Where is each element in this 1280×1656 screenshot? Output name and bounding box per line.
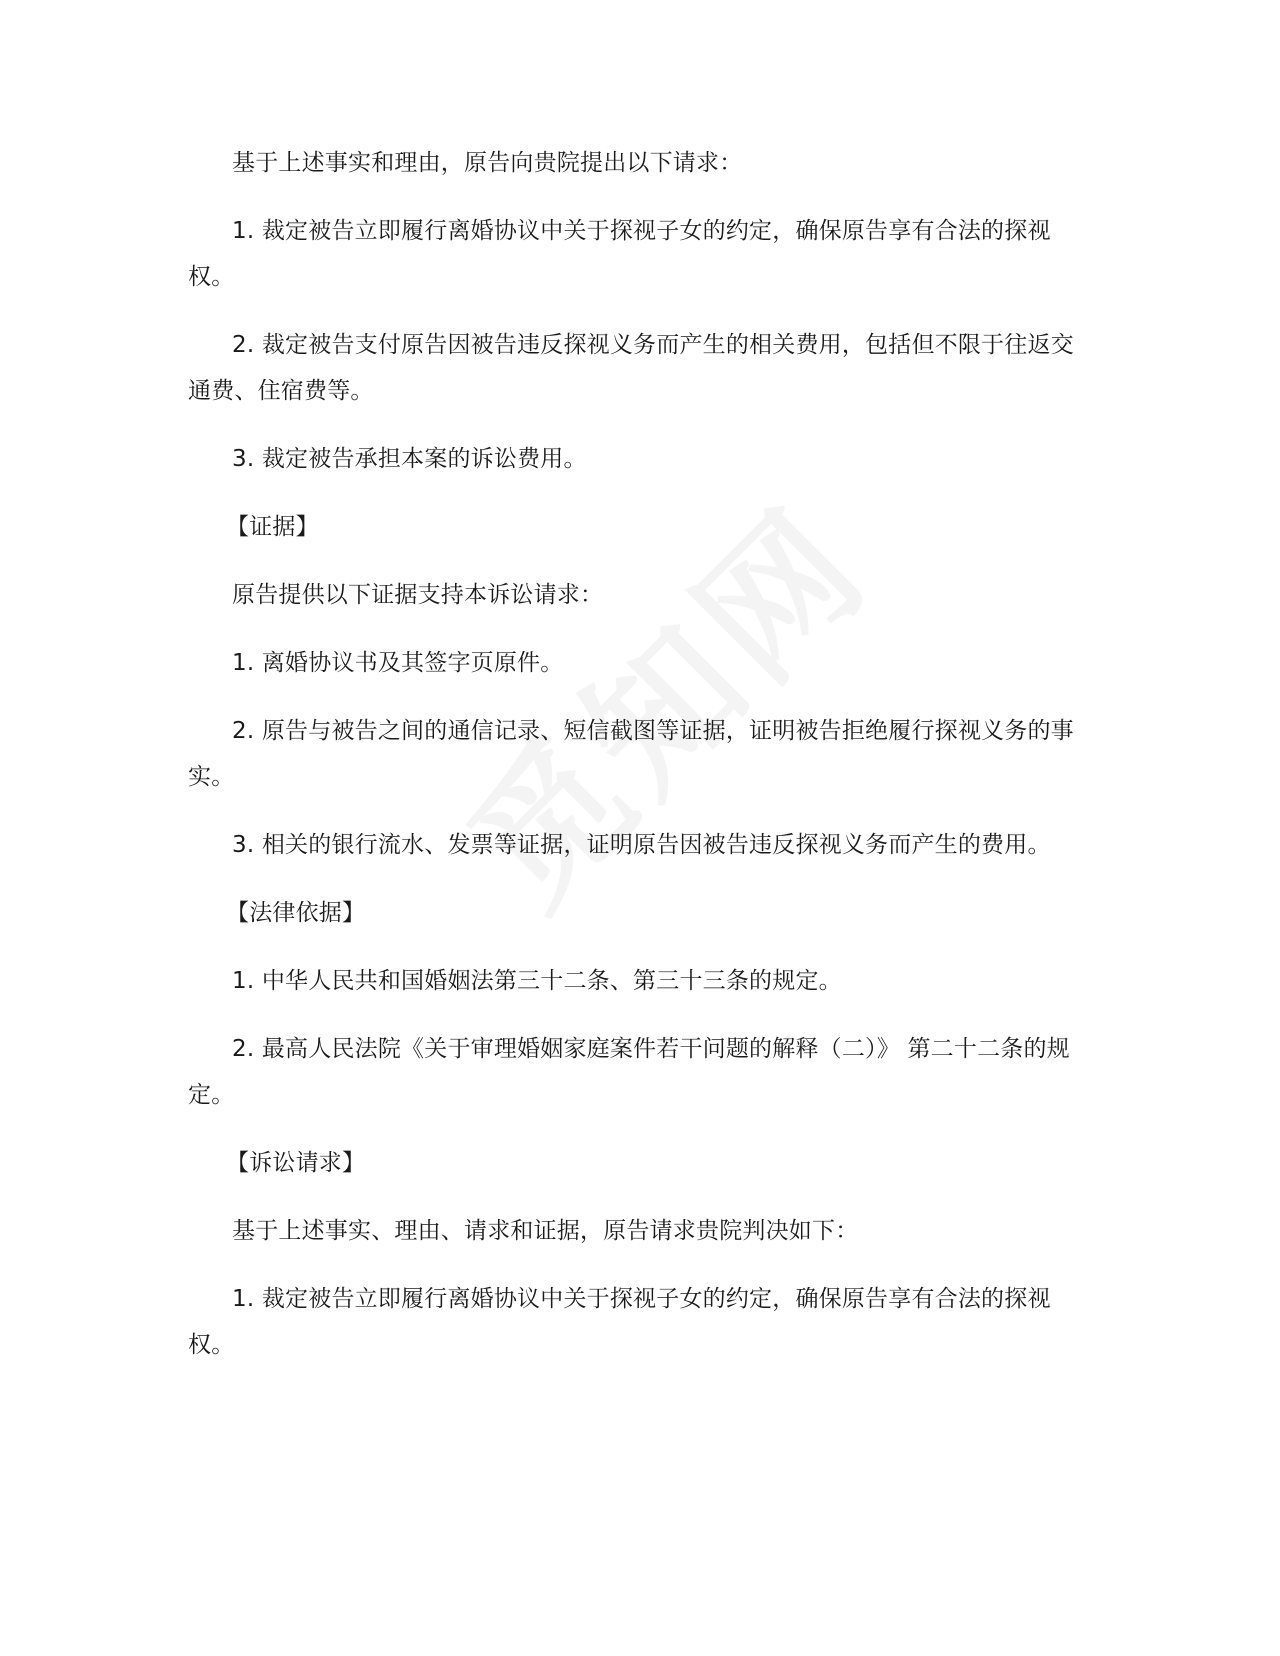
legal-basis-item-1: 1. 中华人民共和国婚姻法第三十二条、第三十三条的规定。 — [232, 968, 842, 994]
evidence-item-2: 2. 原告与被告之间的通信记录、短信截图等证据，证明被告拒绝履行探视义务的事实。 — [188, 718, 1074, 790]
evidence-item-1: 1. 离婚协议书及其签字页原件。 — [232, 650, 564, 676]
intro-paragraph: 基于上述事实和理由，原告向贵院提出以下请求： — [232, 150, 743, 176]
claims-intro: 基于上述事实、理由、请求和证据，原告请求贵院判决如下： — [232, 1218, 859, 1244]
legal-basis-heading: 【法律依据】 — [226, 900, 366, 926]
evidence-heading: 【证据】 — [226, 514, 319, 540]
document-body — [188, 140, 1088, 1390]
legal-basis-item-2: 2. 最高人民法院《关于审理婚姻家庭案件若干问题的解释（二）》 第二十二条的规定。 — [188, 1036, 1070, 1108]
claims-heading: 【诉讼请求】 — [226, 1150, 366, 1176]
claims-item-1: 1. 裁定被告立即履行离婚协议中关于探视子女的约定，确保原告享有合法的探视权。 — [188, 1286, 1051, 1358]
evidence-item-3: 3. 相关的银行流水、发票等证据，证明原告因被告违反探视义务而产生的费用。 — [232, 832, 1051, 858]
request-item-1: 1. 裁定被告立即履行离婚协议中关于探视子女的约定，确保原告享有合法的探视权。 — [188, 218, 1051, 290]
evidence-intro: 原告提供以下证据支持本诉讼请求： — [232, 582, 604, 608]
request-item-3: 3. 裁定被告承担本案的诉讼费用。 — [232, 446, 587, 472]
request-item-2: 2. 裁定被告支付原告因被告违反探视义务而产生的相关费用，包括但不限于往返交通费、住宿费等。 — [188, 332, 1074, 404]
